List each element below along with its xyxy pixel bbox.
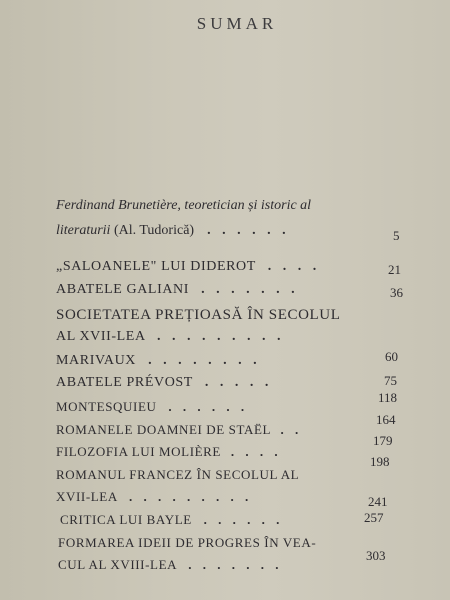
toc-entry-title: CUL AL XVIII-LEA [58,557,177,572]
toc-entry-title: ROMANUL FRANCEZ ÎN SECOLUL AL [56,467,300,482]
toc-entry-page: 198 [370,454,390,469]
toc-intro-author: (Al. Tudorică) [113,223,195,238]
toc-entry [58,557,283,573]
toc-entry-leader: . . . . . . [168,399,249,414]
toc-entry-leader: . . . . . . . . [148,353,261,368]
toc-entry-leader: . . . . [267,259,321,274]
toc-intro-text-1: Ferdinand Brunetière, teoretician și istoric al [56,198,312,213]
toc-intro-line-1 [56,198,311,214]
toc-entry-page: 118 [378,390,398,405]
toc-entry-title: ABATELE PRÉVOST [56,375,193,390]
toc-entry-title: ABATELE GALIANI [56,282,190,297]
toc-entry-title: CRITICA LUI BAYLE [60,512,192,527]
toc-intro-leader: . . . . . . [207,223,291,238]
toc-entry-leader: . . . . . [204,375,273,390]
toc-entry-title: FORMAREA IDEII DE PROGRES ÎN VEA- [58,535,317,550]
toc-entry-leader: . . . . [230,444,282,459]
toc-entry-title: ROMANELE DOAMNEI DE STAËL [56,422,271,437]
toc-entry-page: 164 [376,412,396,427]
toc-entry-leader: . . . . . . [203,512,284,527]
toc-entry-page: 257 [364,510,384,525]
toc-intro-line-2 [56,223,290,239]
toc-entry [56,422,302,438]
toc-entry-title: „SALOANELE" LUI DIDEROT [56,259,256,274]
toc-entry [56,399,248,415]
toc-entry-page: 179 [373,433,393,448]
toc-entry [56,307,340,324]
toc-entry-page: 21 [388,262,401,277]
toc-entry [56,375,272,391]
toc-entry [56,489,252,505]
toc-entry-leader: . . . . . . . [188,557,283,572]
toc-entry [56,353,261,369]
toc-entry [60,512,283,528]
toc-entry-leader: . . . . . . . . . [157,329,285,344]
toc-entry-leader: . . . . . . . [201,282,299,297]
toc-entry [56,444,282,460]
toc-entry-title: AL XVII-LEA [56,329,145,344]
toc-entry-page: 241 [368,494,388,509]
toc-entry-title: SOCIETATEA PREȚIOASĂ ÎN SECOLUL [56,307,341,323]
toc-entry-title: MONTESQUIEU [56,399,157,414]
toc-entry [56,467,299,483]
toc-entry-page: 303 [366,548,386,563]
toc-entry [56,329,285,345]
page-title: SUMAR [196,14,278,33]
toc-entry-title: XVII-LEA [56,489,118,504]
toc-entry [56,259,320,275]
toc-entry-title: FILOZOFIA LUI MOLIÈRE [56,444,221,459]
toc-entry [58,535,316,551]
toc-entry [56,282,299,298]
toc-intro-page: 5 [393,228,400,243]
toc-entry-leader: . . [280,422,303,437]
toc-intro-text-2: literaturii [56,223,111,238]
toc-entry-page: 36 [390,285,403,300]
toc-entry-page: 75 [384,373,397,388]
toc-entry-leader: . . . . . . . . . [128,489,253,504]
toc-entry-page: 60 [385,349,398,364]
toc-entry-title: MARIVAUX [56,353,136,368]
